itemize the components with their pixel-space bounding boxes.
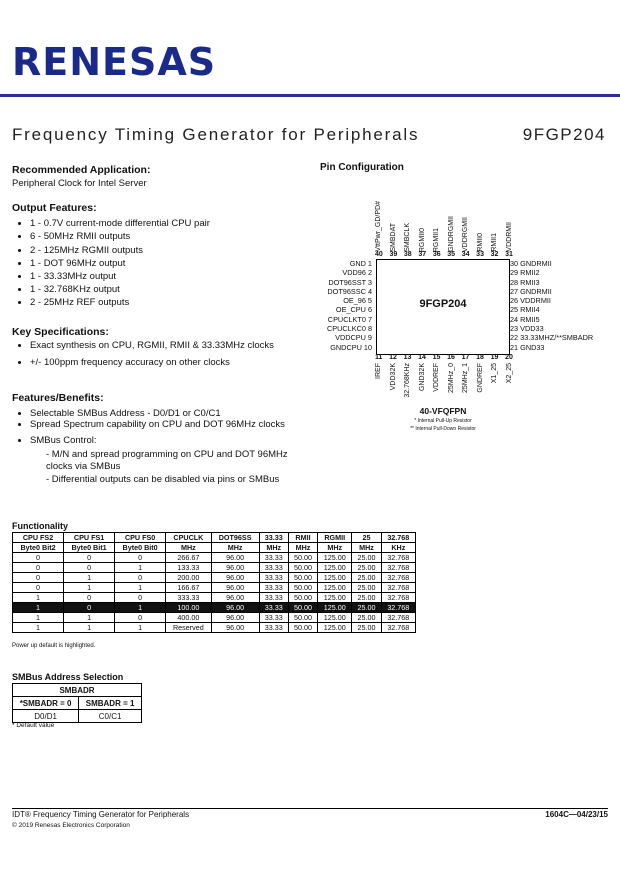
table-row xyxy=(13,593,416,603)
list-item: • Selectable SMBus Address - D0/D1 or C0/C1 xyxy=(30,407,292,420)
table-cell: 25.00 xyxy=(352,623,381,633)
sub-item: - Differential outputs can be disabled via pins or SMBus xyxy=(46,474,280,486)
column-header: CPU FS2 xyxy=(13,533,64,543)
list-item: • 1 - 33.33MHz output xyxy=(30,270,302,283)
table-cell: 0 xyxy=(64,593,115,603)
smbus-table xyxy=(12,683,142,723)
pin-label: 28 RMII3 xyxy=(510,277,540,287)
pin-number: 40 xyxy=(375,251,383,258)
output-features-heading: Output Features: xyxy=(12,202,97,214)
table-cell: 1 xyxy=(13,613,64,623)
pin-number: 39 xyxy=(389,251,398,258)
list-item: • +/- 100ppm frequency accuracy on other clocks xyxy=(30,356,282,369)
chip-label: 9FGP204 xyxy=(419,298,467,310)
footer-left: IDT® Frequency Timing Generator for Peripherals xyxy=(12,810,190,819)
pin-label: RMII0 xyxy=(476,233,484,252)
pin-label: VDD96 2 xyxy=(342,268,372,278)
table-cell: 0 xyxy=(115,593,166,603)
table-cell: 1 xyxy=(13,623,64,633)
table-cell: 96.00 xyxy=(211,613,259,623)
table-cell: 96.00 xyxy=(211,583,259,593)
top-pin-numbers xyxy=(375,251,513,258)
table-cell: 1 xyxy=(64,613,115,623)
table-cell: 100.00 xyxy=(166,603,211,613)
pin-label: GNDREF xyxy=(476,363,484,393)
pin-label: X1_25 xyxy=(491,363,499,384)
table-cell: 0 xyxy=(13,583,64,593)
table-cell: 1 xyxy=(64,573,115,583)
list-item: • 1 - DOT 96MHz output xyxy=(30,257,302,270)
pin-label: 32.768KHz xyxy=(404,363,412,398)
table-cell: 25.00 xyxy=(352,553,381,563)
pin-label: 29 RMII2 xyxy=(510,268,540,278)
table-cell: 50.00 xyxy=(288,583,317,593)
column-subheader: Byte0 Bit1 xyxy=(64,543,115,553)
output-features-section xyxy=(12,202,302,310)
pin-label: 24 RMII5 xyxy=(510,314,540,324)
functionality-table xyxy=(12,532,416,633)
table-cell: 266.67 xyxy=(166,553,211,563)
column-header: CPU FS1 xyxy=(64,533,115,543)
pin-number: 11 xyxy=(375,354,383,361)
table-cell: 333.33 xyxy=(166,593,211,603)
table-cell: 96.00 xyxy=(211,563,259,573)
list-item: • 1 - 0.7V current-mode differential CPU pair xyxy=(30,217,302,230)
column-subheader: Byte0 Bit2 xyxy=(13,543,64,553)
pin-label: VDDCPU 9 xyxy=(335,333,372,343)
table-cell: 33.33 xyxy=(259,563,288,573)
table-cell: 50.00 xyxy=(288,573,317,583)
pin-label: RGMII1 xyxy=(433,227,441,252)
table-cell: 25.00 xyxy=(352,563,381,573)
pin-label: DOT96SST 3 xyxy=(328,277,372,287)
pin-number: 37 xyxy=(418,251,427,258)
table-cell: 125.00 xyxy=(318,593,352,603)
recommended-text: Peripheral Clock for Intel Server xyxy=(12,178,147,190)
bottom-pin-numbers xyxy=(375,354,513,361)
renesas-logo: RENESAS xyxy=(12,40,217,84)
table-cell: 25.00 xyxy=(352,583,381,593)
table-cell: 400.00 xyxy=(166,613,211,623)
column-header: 33.33 xyxy=(259,533,288,543)
table-cell: 50.00 xyxy=(288,593,317,603)
table-cell: 96.00 xyxy=(211,593,259,603)
chip-outline xyxy=(376,259,510,355)
functionality-note: Power up default is highlighted. xyxy=(12,643,96,649)
pin-number: 13 xyxy=(403,354,412,361)
pin-label: 25MHz_1 xyxy=(462,363,470,393)
table-cell: 32.768 xyxy=(381,573,415,583)
pin-label: GND32K xyxy=(418,363,426,392)
column-subheader: MHz xyxy=(259,543,288,553)
table-cell: 1 xyxy=(13,603,64,613)
pin-number: 32 xyxy=(490,251,499,258)
pin-number: 20 xyxy=(505,354,513,361)
pin-number: 12 xyxy=(389,354,397,361)
table-cell: 50.00 xyxy=(288,563,317,573)
table-cell: 33.33 xyxy=(259,583,288,593)
pin-label: 27 GNDRMII xyxy=(510,286,552,296)
copyright: © 2019 Renesas Electronics Corporation xyxy=(12,822,130,829)
table-cell: 1 xyxy=(115,583,166,593)
pin-number: 17 xyxy=(461,354,470,361)
pin-number: 19 xyxy=(490,354,499,361)
right-pins xyxy=(510,259,593,352)
table-cell: 96.00 xyxy=(211,573,259,583)
pin-number: 33 xyxy=(476,251,484,258)
column-header: SMBADR = 1 xyxy=(79,697,142,710)
table-cell: 50.00 xyxy=(288,603,317,613)
table-cell: 0 xyxy=(64,553,115,563)
table-cell: D0/D1 xyxy=(13,710,79,723)
column-header: CPUCLK xyxy=(166,533,211,543)
top-pins xyxy=(375,180,513,252)
table-row xyxy=(13,583,416,593)
table-cell: 1 xyxy=(64,623,115,633)
recommended-section xyxy=(12,164,302,190)
column-header: CPU FS0 xyxy=(115,533,166,543)
table-cell: 1 xyxy=(64,583,115,593)
table-cell: 33.33 xyxy=(259,623,288,633)
page-title: Frequency Timing Generator for Peripherals xyxy=(12,125,420,144)
table-row xyxy=(13,553,416,563)
column-subheader: MHz xyxy=(211,543,259,553)
table-cell: 33.33 xyxy=(259,613,288,623)
list-item: • 1 - 32.768KHz output xyxy=(30,283,302,296)
features-heading: Features/Benefits: xyxy=(12,392,104,404)
list-item: • 6 - 50MHz RMII outputs xyxy=(30,230,302,243)
pin-number: 38 xyxy=(403,251,412,258)
bottom-pins xyxy=(375,363,513,403)
column-header: DOT96SS xyxy=(211,533,259,543)
pullup-note: * Internal Pull-Up Resistor xyxy=(414,418,472,424)
table-cell: C0/C1 xyxy=(79,710,142,723)
table-header-row xyxy=(13,533,416,543)
table-cell: 125.00 xyxy=(318,553,352,563)
table-cell: Reserved xyxy=(166,623,211,633)
table-cell: 32.768 xyxy=(381,623,415,633)
table-cell: 125.00 xyxy=(318,563,352,573)
key-specs-section xyxy=(12,326,282,369)
table-row xyxy=(13,623,416,633)
features-section xyxy=(12,392,292,486)
column-subheader: Byte0 Bit0 xyxy=(115,543,166,553)
pin-number: 31 xyxy=(505,251,513,258)
pin-label: CPUCLKT0 7 xyxy=(327,314,372,324)
pin-label: VDD32K xyxy=(389,363,397,391)
table-cell: 33.33 xyxy=(259,573,288,583)
table-cell: 166.67 xyxy=(166,583,211,593)
pin-label: GNDCPU 10 xyxy=(330,342,372,352)
pin-label: CPUCLKC0 8 xyxy=(326,324,372,334)
table-cell: 200.00 xyxy=(166,573,211,583)
table-cell: 33.33 xyxy=(259,603,288,613)
smbus-group-header: SMBADR xyxy=(13,684,142,697)
pin-label: OE_CPU 6 xyxy=(335,305,372,315)
pin-number: 16 xyxy=(447,354,455,361)
pin-label: 30 GNDRMII xyxy=(510,259,552,268)
table-cell: 32.768 xyxy=(381,593,415,603)
table-cell: 125.00 xyxy=(318,613,352,623)
table-header-row xyxy=(13,543,416,553)
table-cell: 0 xyxy=(115,573,166,583)
pin-number: 36 xyxy=(432,251,441,258)
table-cell: 32.768 xyxy=(381,603,415,613)
functionality-heading: Functionality xyxy=(12,521,68,531)
pin-label: 25MHz_0 xyxy=(447,363,455,393)
smbus-heading: SMBus Address Selection xyxy=(12,672,124,682)
pin-label: SMBDAT xyxy=(389,223,397,252)
pin-label: VDDREF xyxy=(433,363,441,392)
table-cell: 0 xyxy=(64,563,115,573)
pin-label: VttPwr_GD/PD# xyxy=(375,201,382,252)
table-cell: 50.00 xyxy=(288,623,317,633)
column-subheader: KHz xyxy=(381,543,415,553)
list-item: • SMBus Control: xyxy=(30,434,292,447)
table-cell: 32.768 xyxy=(381,563,415,573)
list-item: • Spread Spectrum capability on CPU and DOT 96MHz clocks xyxy=(30,420,292,431)
table-cell: 25.00 xyxy=(352,593,381,603)
pin-label: RMII1 xyxy=(491,233,499,252)
table-cell: 32.768 xyxy=(381,583,415,593)
pin-label: VDDRGMII xyxy=(462,217,470,252)
pin-label: 26 VDDRMII xyxy=(510,296,551,306)
table-row-highlighted xyxy=(13,603,416,613)
pin-label: SMBCLK xyxy=(404,223,412,252)
pin-label: DOT96SSC 4 xyxy=(327,286,372,296)
table-cell: 0 xyxy=(115,553,166,563)
table-cell: 50.00 xyxy=(288,613,317,623)
column-header: 25 xyxy=(352,533,381,543)
table-cell: 32.768 xyxy=(381,613,415,623)
table-cell: 25.00 xyxy=(352,573,381,583)
pin-label: 22 33.33MHZ/**SMBADR xyxy=(510,333,594,343)
table-row xyxy=(13,613,416,623)
table-cell: 125.00 xyxy=(318,573,352,583)
list-item: • 2 - 25MHz REF outputs xyxy=(30,296,302,309)
pin-number: 15 xyxy=(432,354,441,361)
table-cell: 125.00 xyxy=(318,603,352,613)
part-number: 9FGP204 xyxy=(522,125,606,144)
pulldown-note: ** Internal Pull-Down Resistor xyxy=(410,426,476,432)
table-cell: 96.00 xyxy=(211,553,259,563)
pin-number: 18 xyxy=(476,354,484,361)
package-label: 40-VFQFPN xyxy=(419,406,467,416)
column-subheader: MHz xyxy=(166,543,211,553)
table-cell: 25.00 xyxy=(352,603,381,613)
table-cell: 33.33 xyxy=(259,553,288,563)
header-divider xyxy=(0,94,620,97)
column-header: *SMBADR = 0 xyxy=(13,697,79,710)
table-cell: 1 xyxy=(115,623,166,633)
pin-label: RGMII0 xyxy=(418,227,426,252)
list-item: • 2 - 125MHz RGMII outputs xyxy=(30,244,302,257)
table-cell: 50.00 xyxy=(288,553,317,563)
pin-config-heading: Pin Configuration xyxy=(320,162,404,173)
column-subheader: MHz xyxy=(352,543,381,553)
pin-label: GND 1 xyxy=(349,259,372,268)
table-cell: 0 xyxy=(13,553,64,563)
table-cell: 0 xyxy=(13,563,64,573)
column-header: RGMII xyxy=(318,533,352,543)
pin-number: 34 xyxy=(461,251,470,258)
column-header: RMII xyxy=(288,533,317,543)
table-cell: 25.00 xyxy=(352,613,381,623)
sub-item: - M/N and spread programming on CPU and DOT 96MHz clocks via SMBus xyxy=(46,449,288,472)
recommended-heading: Recommended Application: xyxy=(12,164,151,176)
table-cell: 1 xyxy=(13,593,64,603)
pin-number: 14 xyxy=(418,354,426,361)
table-cell: 0 xyxy=(64,603,115,613)
table-cell: 1 xyxy=(115,563,166,573)
pin-label: OE_96 5 xyxy=(343,296,372,306)
pin-label: X2_25 xyxy=(505,363,513,384)
table-cell: 0 xyxy=(115,613,166,623)
table-cell: 1 xyxy=(115,603,166,613)
list-item: • Exact synthesis on CPU, RGMII, RMII & 33.33MHz clocks xyxy=(30,341,282,352)
pin-label: VDDRMII xyxy=(505,222,513,252)
footer-right: 1604C—04/23/15 xyxy=(545,810,608,819)
table-cell: 125.00 xyxy=(318,583,352,593)
column-subheader: MHz xyxy=(318,543,352,553)
table-row xyxy=(13,573,416,583)
column-header: 32.768 xyxy=(381,533,415,543)
column-subheader: MHz xyxy=(288,543,317,553)
pin-label: 21 GND33 xyxy=(510,342,545,352)
table-row xyxy=(13,563,416,573)
pin-label: 25 RMII4 xyxy=(510,305,540,315)
table-cell: 32.768 xyxy=(381,553,415,563)
footer-divider xyxy=(12,808,608,809)
table-cell: 33.33 xyxy=(259,593,288,603)
table-cell: 133.33 xyxy=(166,563,211,573)
pin-label: GNDRGMII xyxy=(447,216,455,252)
smbus-note: * Default value xyxy=(12,722,55,729)
table-cell: 96.00 xyxy=(211,623,259,633)
key-specs-heading: Key Specifications: xyxy=(12,326,109,338)
pin-number: 35 xyxy=(447,251,456,258)
table-cell: 0 xyxy=(13,573,64,583)
left-pins xyxy=(302,259,372,352)
table-cell: 125.00 xyxy=(318,623,352,633)
table-cell: 96.00 xyxy=(211,603,259,613)
pin-label: IREF xyxy=(375,363,382,379)
pin-label: 23 VDD33 xyxy=(510,324,544,334)
